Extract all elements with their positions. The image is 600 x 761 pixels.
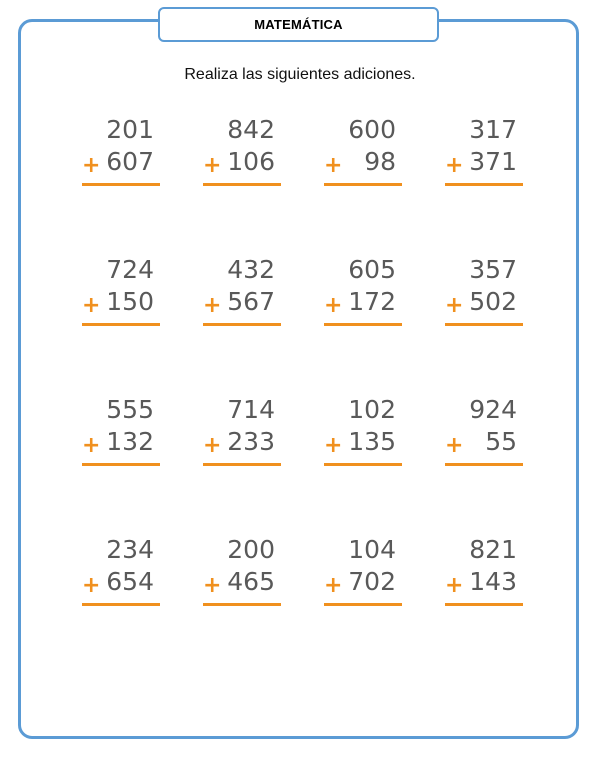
sum-line (324, 603, 402, 606)
addition-problem-4 (445, 115, 525, 195)
addend-top: 104 (348, 535, 396, 564)
addend-bottom: 150 (106, 287, 154, 316)
plus-sign: + (82, 293, 101, 318)
sum-line (445, 463, 523, 466)
sum-line (324, 463, 402, 466)
addend-bottom: 233 (227, 427, 275, 456)
addition-problem-14 (203, 535, 283, 615)
sum-line (82, 603, 160, 606)
addend-bottom: 143 (469, 567, 517, 596)
sum-line (82, 183, 160, 186)
addend-bottom: 132 (106, 427, 154, 456)
addition-problem-5 (82, 255, 162, 335)
addend-top: 724 (106, 255, 154, 284)
addend-top: 714 (227, 395, 275, 424)
addition-problem-12 (445, 395, 525, 475)
addend-top: 821 (469, 535, 517, 564)
addend-top: 200 (227, 535, 275, 564)
addend-top: 605 (348, 255, 396, 284)
addend-bottom: 135 (348, 427, 396, 456)
sum-line (203, 183, 281, 186)
addend-top: 357 (469, 255, 517, 284)
addend-bottom: 702 (348, 567, 396, 596)
plus-sign: + (324, 433, 343, 458)
addend-bottom: 106 (227, 147, 275, 176)
addition-problem-9 (82, 395, 162, 475)
sum-line (445, 183, 523, 186)
addend-bottom: 654 (106, 567, 154, 596)
addition-problem-7 (324, 255, 404, 335)
plus-sign: + (82, 153, 101, 178)
sum-line (82, 323, 160, 326)
addition-problem-8 (445, 255, 525, 335)
addend-bottom: 55 (485, 427, 517, 456)
addend-top: 600 (348, 115, 396, 144)
sum-line (203, 323, 281, 326)
sum-line (324, 183, 402, 186)
addition-problem-10 (203, 395, 283, 475)
addition-problem-2 (203, 115, 283, 195)
sum-line (445, 603, 523, 606)
plus-sign: + (82, 433, 101, 458)
addend-top: 234 (106, 535, 154, 564)
addition-problem-16 (445, 535, 525, 615)
addend-top: 432 (227, 255, 275, 284)
plus-sign: + (203, 293, 222, 318)
plus-sign: + (324, 293, 343, 318)
plus-sign: + (82, 573, 101, 598)
plus-sign: + (203, 573, 222, 598)
plus-sign: + (445, 433, 464, 458)
addend-bottom: 172 (348, 287, 396, 316)
addend-bottom: 567 (227, 287, 275, 316)
plus-sign: + (445, 293, 464, 318)
instruction-text: Realiza las siguientes adiciones. (184, 66, 416, 83)
addition-problem-6 (203, 255, 283, 335)
addend-bottom: 98 (364, 147, 396, 176)
addend-top: 102 (348, 395, 396, 424)
plus-sign: + (324, 153, 343, 178)
addend-bottom: 607 (106, 147, 154, 176)
sum-line (82, 463, 160, 466)
addend-bottom: 371 (469, 147, 517, 176)
plus-sign: + (203, 153, 222, 178)
page-title: MATEMÁTICA (158, 7, 439, 42)
addition-problem-3 (324, 115, 404, 195)
addend-top: 555 (106, 395, 154, 424)
plus-sign: + (445, 153, 464, 178)
addition-problem-1 (82, 115, 162, 195)
plus-sign: + (445, 573, 464, 598)
addend-top: 201 (106, 115, 154, 144)
addend-top: 924 (469, 395, 517, 424)
addend-top: 842 (227, 115, 275, 144)
addend-top: 317 (469, 115, 517, 144)
sum-line (324, 323, 402, 326)
addend-bottom: 465 (227, 567, 275, 596)
addition-problem-11 (324, 395, 404, 475)
addition-problem-15 (324, 535, 404, 615)
plus-sign: + (324, 573, 343, 598)
sum-line (445, 323, 523, 326)
sum-line (203, 603, 281, 606)
addition-problem-13 (82, 535, 162, 615)
sum-line (203, 463, 281, 466)
addend-bottom: 502 (469, 287, 517, 316)
plus-sign: + (203, 433, 222, 458)
